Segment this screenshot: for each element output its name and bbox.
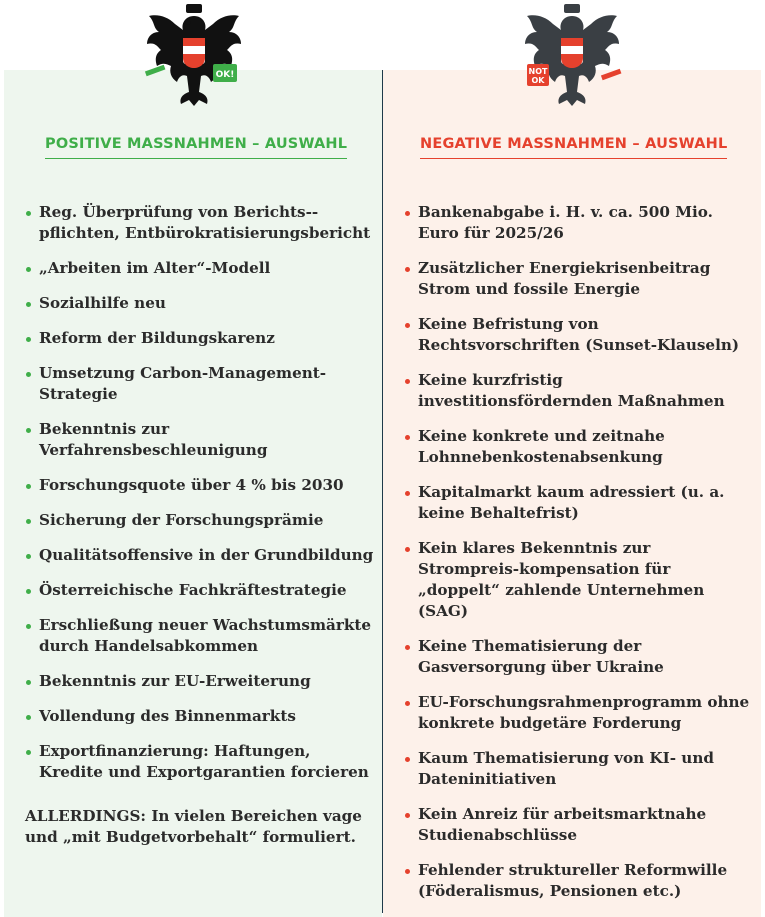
negative-measure-item: Kein klares Bekenntnis zur Strompreis-kompensation für „doppelt“ zahlende Unternehmen (SAG) xyxy=(404,538,754,622)
negative-measures-list xyxy=(404,202,754,916)
negative-measure-item: EU-Forschungsrahmenprogramm ohne konkrete budgetäre Forderung xyxy=(404,692,754,734)
negative-measure-item: Keine Thematisierung der Gasversorgung über Ukraine xyxy=(404,636,754,678)
positive-measure-item: Sozialhilfe neu xyxy=(25,293,375,314)
positive-measure-item: „Arbeiten im Alter“-Modell xyxy=(25,258,375,279)
not-ok-badge-line2: OK xyxy=(531,76,545,85)
positive-measure-item: Reg. Überprüfung von Berichts-pflichten, Entbürokratisierungsbericht xyxy=(25,202,375,244)
negative-measure-item: Kaum Thematisierung von KI- und Dateninitiativen xyxy=(404,748,754,790)
positive-measure-item: Qualitätsoffensive in der Grundbildung xyxy=(25,545,375,566)
ok-badge: OK! xyxy=(215,70,235,80)
negative-measure-item: Fehlender struktureller Reformwille (Föderalismus, Pensionen etc.) xyxy=(404,860,754,902)
positive-measure-item: Sicherung der Forschungsprämie xyxy=(25,510,375,531)
positive-measure-item: Vollendung des Binnenmarkts xyxy=(25,706,375,727)
positive-measure-item: Umsetzung Carbon-Management-Strategie xyxy=(25,363,375,405)
negative-measure-item: Zusätzlicher Energiekrisenbeitrag Strom und fossile Energie xyxy=(404,258,754,300)
positive-measure-item: Österreichische Fachkräftestrategie xyxy=(25,580,375,601)
negative-measure-item: Kein Anreiz für arbeitsmarktnahe Studienabschlüsse xyxy=(404,804,754,846)
negative-measure-item: Keine Befristung von Rechtsvorschriften (Sunset-Klauseln) xyxy=(404,314,754,356)
caveat-note: ALLERDINGS: In vielen Bereichen vage und „mit Budgetvorbehalt“ formuliert. xyxy=(25,807,362,846)
positive-measure-item: Bekenntnis zur EU-Erweiterung xyxy=(25,671,375,692)
positive-heading: POSITIVE MASSNAHMEN – AUSWAHL xyxy=(45,136,347,159)
positive-measure-item: Reform der Bildungskarenz xyxy=(25,328,375,349)
positive-measure-item: Exportfinanzierung: Haftungen, Kredite und Exportgarantien forcieren xyxy=(25,741,375,783)
negative-measure-item: Keine konkrete und zeitnahe Lohnnebenkostenabsenkung xyxy=(404,426,754,468)
negative-measure-item: Bankenabgabe i. H. v. ca. 500 Mio. Euro für 2025/26 xyxy=(404,202,754,244)
positive-measures-list xyxy=(25,202,375,797)
column-divider xyxy=(382,70,383,913)
austrian-eagle-emblem-not-ok xyxy=(517,2,627,110)
negative-heading: NEGATIVE MASSNAHMEN – AUSWAHL xyxy=(420,136,727,159)
positive-measure-item: Bekenntnis zur Verfahrensbeschleunigung xyxy=(25,419,375,461)
positive-measure-item: Forschungsquote über 4 % bis 2030 xyxy=(25,475,375,496)
positive-measure-item: Erschließung neuer Wachstumsmärkte durch Handelsabkommen xyxy=(25,615,375,657)
negative-measure-item: Keine kurzfristig investitionsfördernden Maßnahmen xyxy=(404,370,754,412)
negative-measure-item: Kapitalmarkt kaum adressiert (u. a. keine Behaltefrist) xyxy=(404,482,754,524)
not-ok-badge-line1: NOT xyxy=(528,67,548,76)
austrian-eagle-emblem-ok xyxy=(139,2,249,110)
